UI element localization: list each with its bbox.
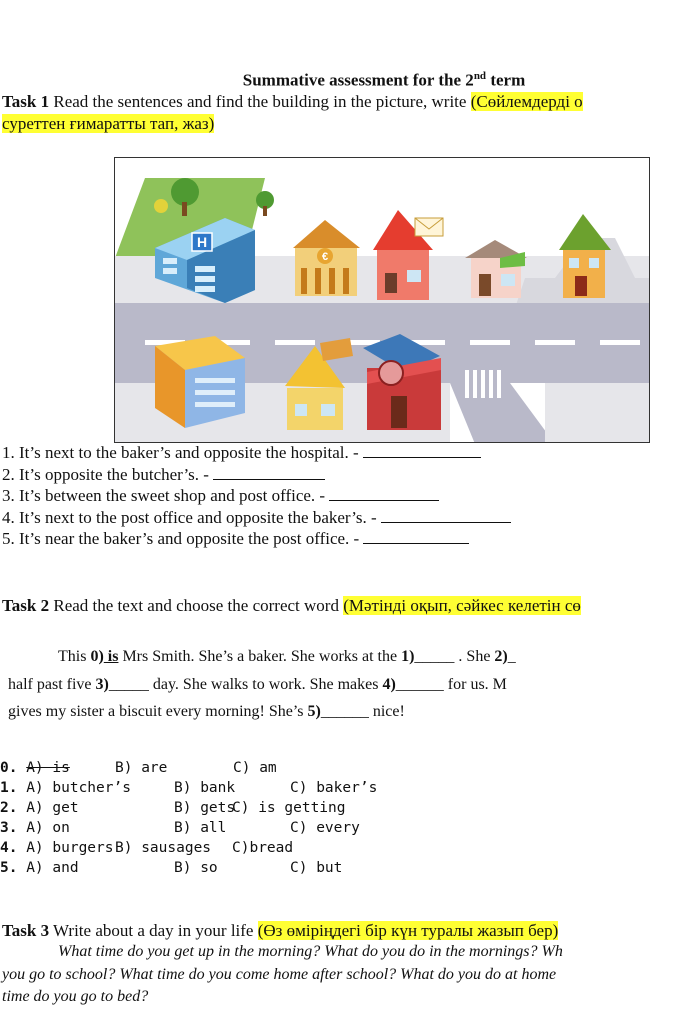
option-2b[interactable]: B) gets — [174, 800, 236, 816]
option-2a[interactable]: A) get — [26, 800, 79, 816]
passage-line-2: half past five 3)_____ day. She walks to work. She makes 4)______ for us. M — [8, 676, 507, 693]
answer-blank[interactable] — [381, 508, 511, 523]
option-0a[interactable]: A) is — [26, 760, 70, 776]
option-5b[interactable]: B) so — [174, 860, 218, 876]
task1-sentence-1: 1. It’s next to the baker’s and opposite the hospital. - — [2, 443, 481, 463]
task2-label: Task 2 — [2, 596, 50, 615]
option-3c[interactable]: C) every — [290, 820, 360, 836]
answer-blank[interactable] — [363, 529, 469, 544]
option-0c[interactable]: C) am — [233, 760, 277, 776]
bottom-building — [155, 336, 245, 428]
answer-blank[interactable] — [329, 486, 439, 501]
passage-line-3: gives my sister a biscuit every morning! She’s 5)______ nice! — [8, 703, 405, 720]
task1-label: Task 1 — [2, 92, 50, 111]
hospital-sign: H — [196, 234, 208, 250]
task3-questions-line-3: time do you go to bed? — [2, 988, 149, 1005]
task1-sentence-3: 3. It’s between the sweet shop and post office. - — [2, 486, 439, 506]
option-3b[interactable]: B) all — [174, 820, 227, 836]
task1-heading-cont: суреттен ғимаратты тап, жаз) — [2, 114, 215, 133]
answer-blank[interactable] — [213, 465, 325, 480]
answer-blank[interactable] — [363, 443, 481, 458]
options-row-4: 4. A) burgers — [0, 840, 114, 856]
passage-line-1: This 0) is Mrs Smith. She’s a baker. She works at the 1)_____ . She 2)_ — [58, 648, 516, 665]
task1-kazakh: (Сөйлемдерді о — [470, 92, 583, 111]
option-1a[interactable]: A) butcher’s — [26, 780, 131, 796]
task3-questions-line-2: you go to school? What time do you come home after school? What do you do at home — [2, 966, 557, 983]
task1-sentence-5: 5. It’s near the baker’s and opposite the post office. - — [2, 529, 469, 549]
option-4b[interactable]: B) sausages — [115, 840, 212, 856]
options-row-1: 1. A) butcher’s — [0, 780, 131, 796]
task3-questions-line-1: What time do you get up in the morning? What do you do in the mornings? Wh — [58, 943, 563, 960]
task1-sentence-2: 2. It’s opposite the butcher’s. - — [2, 465, 325, 485]
task1-heading — [2, 92, 583, 112]
option-3a[interactable]: A) on — [26, 820, 70, 836]
option-1c[interactable]: C) baker’s — [290, 780, 378, 796]
task2-heading — [2, 596, 581, 616]
options-row-0: 0. A) is — [0, 760, 70, 776]
task3-label: Task 3 — [2, 921, 50, 940]
option-1b[interactable]: B) bank — [174, 780, 236, 796]
options-row-2: 2. A) get — [0, 800, 79, 816]
town-picture — [114, 157, 650, 443]
option-0b[interactable]: B) are — [115, 760, 168, 776]
task1-sentence-4: 4. It’s next to the post office and opposite the baker’s. - — [2, 508, 511, 528]
option-4a[interactable]: A) burgers — [26, 840, 114, 856]
option-5c[interactable]: C) but — [290, 860, 343, 876]
page-title: Summative assessment for the 2nd term — [242, 70, 526, 90]
option-2c[interactable]: C) is getting — [232, 800, 346, 816]
task1-instruction: Read the sentences and find the building in the picture, write — [49, 92, 471, 111]
task3-kazakh: (Өз өміріңдегі бір күн туралы жазып бер) — [257, 921, 559, 940]
task2-kazakh: (Мәтінді оқып, сәйкес келетін сө — [343, 596, 581, 615]
options-row-3: 3. A) on — [0, 820, 70, 836]
task2-instruction: Read the text and choose the correct word — [49, 596, 344, 615]
bank-sign: € — [321, 251, 329, 263]
option-5a[interactable]: A) and — [26, 860, 79, 876]
options-row-5: 5. A) and — [0, 860, 79, 876]
task3-instruction: Write about a day in your life — [49, 921, 258, 940]
task3-heading — [2, 921, 558, 941]
option-4c[interactable]: C)bread — [232, 840, 294, 856]
